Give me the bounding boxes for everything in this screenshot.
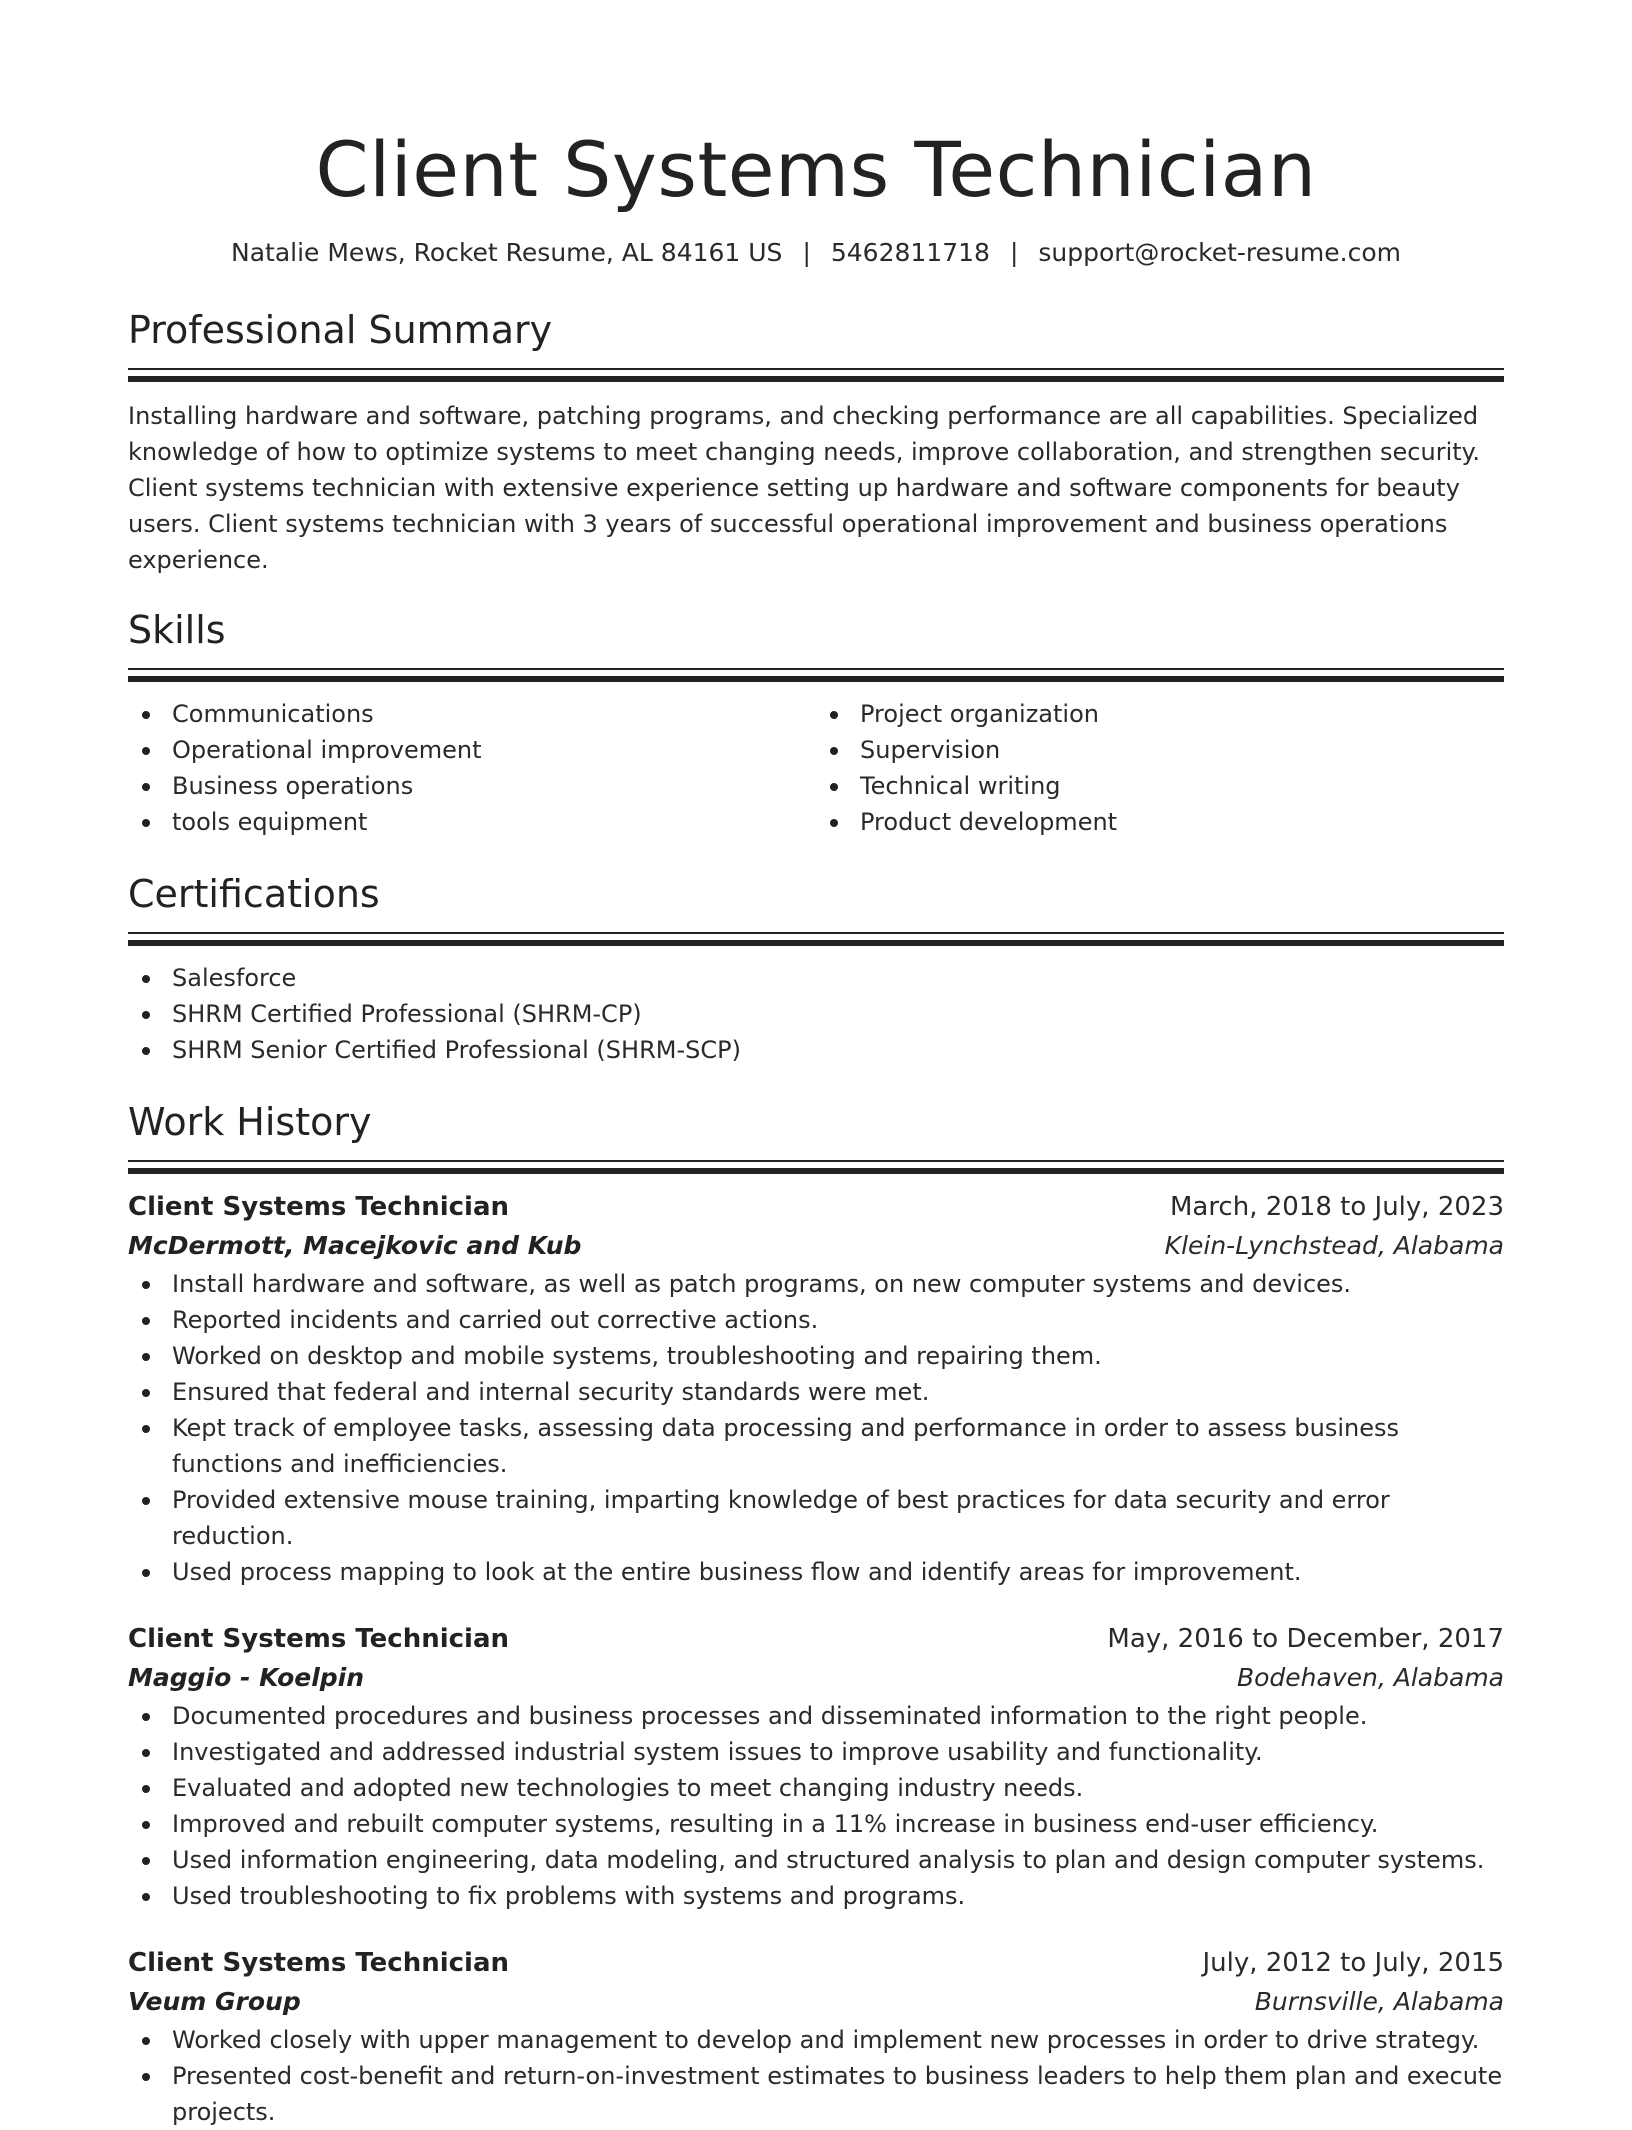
contact-separator: | [1009,238,1019,267]
job-bullet: Ensured that federal and internal security standards were met. [128,1374,1504,1410]
contact-phone: 5462811718 [830,238,990,267]
certifications-heading: Certifications [128,872,380,916]
job-bullet: Documented procedures and business processes and disseminated information to the right people. [128,1698,1504,1734]
skill-item: Technical writing [816,768,1504,804]
summary-section [128,306,1504,578]
contact-email: support@rocket-resume.com [1038,238,1401,267]
job-dates: March, 2018 to July, 2023 [1169,1192,1504,1222]
section-divider [128,932,1504,946]
job-bullet: Used information engineering, data modeling, and structured analysis to plan and design computer systems. [128,1842,1504,1878]
section-divider [128,368,1504,382]
job-subheader [128,1982,1504,2022]
contact-line [128,236,1504,270]
skills-column-left [128,696,816,840]
skill-item: Project organization [816,696,1504,732]
job-bullet: Improved and rebuilt computer systems, resulting in a 11% increase in business end-user efficiency. [128,1806,1504,1842]
work-history-heading: Work History [128,1100,372,1144]
job-title: Client Systems Technician [128,1624,509,1654]
job-company: McDermott, Macejkovic and Kub [128,1231,582,1260]
job-dates: May, 2016 to December, 2017 [1107,1624,1504,1654]
skills-section [128,606,1504,840]
job-subheader [128,1226,1504,1266]
skill-item: Business operations [128,768,816,804]
skill-item: Operational improvement [128,732,816,768]
job-bullet: Used troubleshooting to fix problems with systems and programs. [128,1878,1504,1914]
job-company: Veum Group [128,1987,301,2016]
job-bullet: Investigated and addressed industrial system issues to improve usability and functionality. [128,1734,1504,1770]
section-divider [128,668,1504,682]
job-bullet: Presented cost-benefit and return-on-investment estimates to business leaders to help them plan and execute projects. [128,2058,1504,2130]
job-bullets [128,1266,1504,1590]
certifications-list [128,960,1504,1068]
job-bullet: Worked closely with upper management to develop and implement new processes in order to drive strategy. [128,2022,1504,2058]
job-header [128,1620,1504,1658]
resume-title: Client Systems Technician [315,125,1317,214]
job-entry [128,1944,1504,2130]
skills-list-left [128,696,816,840]
skill-item: Product development [816,804,1504,840]
skills-heading: Skills [128,608,226,652]
job-header [128,1188,1504,1226]
job-bullets [128,1698,1504,1914]
job-bullet: Used process mapping to look at the entire business flow and identify areas for improvement. [128,1554,1504,1590]
skill-item: Communications [128,696,816,732]
contact-address: Natalie Mews, Rocket Resume, AL 84161 US [231,238,783,267]
job-subheader [128,1658,1504,1698]
job-location: Burnsville, Alabama [1254,1987,1504,2016]
contact-separator: | [802,238,811,267]
certification-item: Salesforce [128,960,1504,996]
skills-grid [128,696,1504,840]
certification-item: SHRM Certified Professional (SHRM-CP) [128,996,1504,1032]
job-bullet: Install hardware and software, as well as patch programs, on new computer systems and devices. [128,1266,1504,1302]
job-bullet: Reported incidents and carried out corrective actions. [128,1302,1504,1338]
summary-heading: Professional Summary [128,308,553,352]
skill-item: tools equipment [128,804,816,840]
job-bullet: Evaluated and adopted new technologies to meet changing industry needs. [128,1770,1504,1806]
job-entry [128,1620,1504,1914]
certifications-section [128,870,1504,1068]
job-location: Klein-Lynchstead, Alabama [1164,1231,1504,1260]
job-bullet: Worked on desktop and mobile systems, troubleshooting and repairing them. [128,1338,1504,1374]
skill-item: Supervision [816,732,1504,768]
skills-column-right [816,696,1504,840]
job-bullet: Provided extensive mouse training, imparting knowledge of best practices for data security and error reduction. [128,1482,1504,1554]
summary-text: Installing hardware and software, patching programs, and checking performance are all capabilities. Specialized knowledge of how to optimize systems to meet changing needs, improve collaboration, and strengthen security. Client systems technician with extensive experience setting up hardware and software components for beauty users. Client systems technician with 3 years of successful operational improvement and business operations experience. [128,402,1481,574]
job-title: Client Systems Technician [128,1948,509,1978]
job-location: Bodehaven, Alabama [1236,1663,1504,1692]
work-history-section [128,1098,1504,2130]
section-divider [128,1160,1504,1174]
job-company: Maggio - Koelpin [128,1663,365,1692]
job-entry [128,1188,1504,1590]
job-bullet: Kept track of employee tasks, assessing data processing and performance in order to assess business functions and inefficiencies. [128,1410,1504,1482]
job-dates: July, 2012 to July, 2015 [1202,1948,1504,1978]
certification-item: SHRM Senior Certified Professional (SHRM-SCP) [128,1032,1504,1068]
skills-list-right [816,696,1504,840]
job-title: Client Systems Technician [128,1192,509,1222]
job-bullets [128,2022,1504,2130]
job-header [128,1944,1504,1982]
